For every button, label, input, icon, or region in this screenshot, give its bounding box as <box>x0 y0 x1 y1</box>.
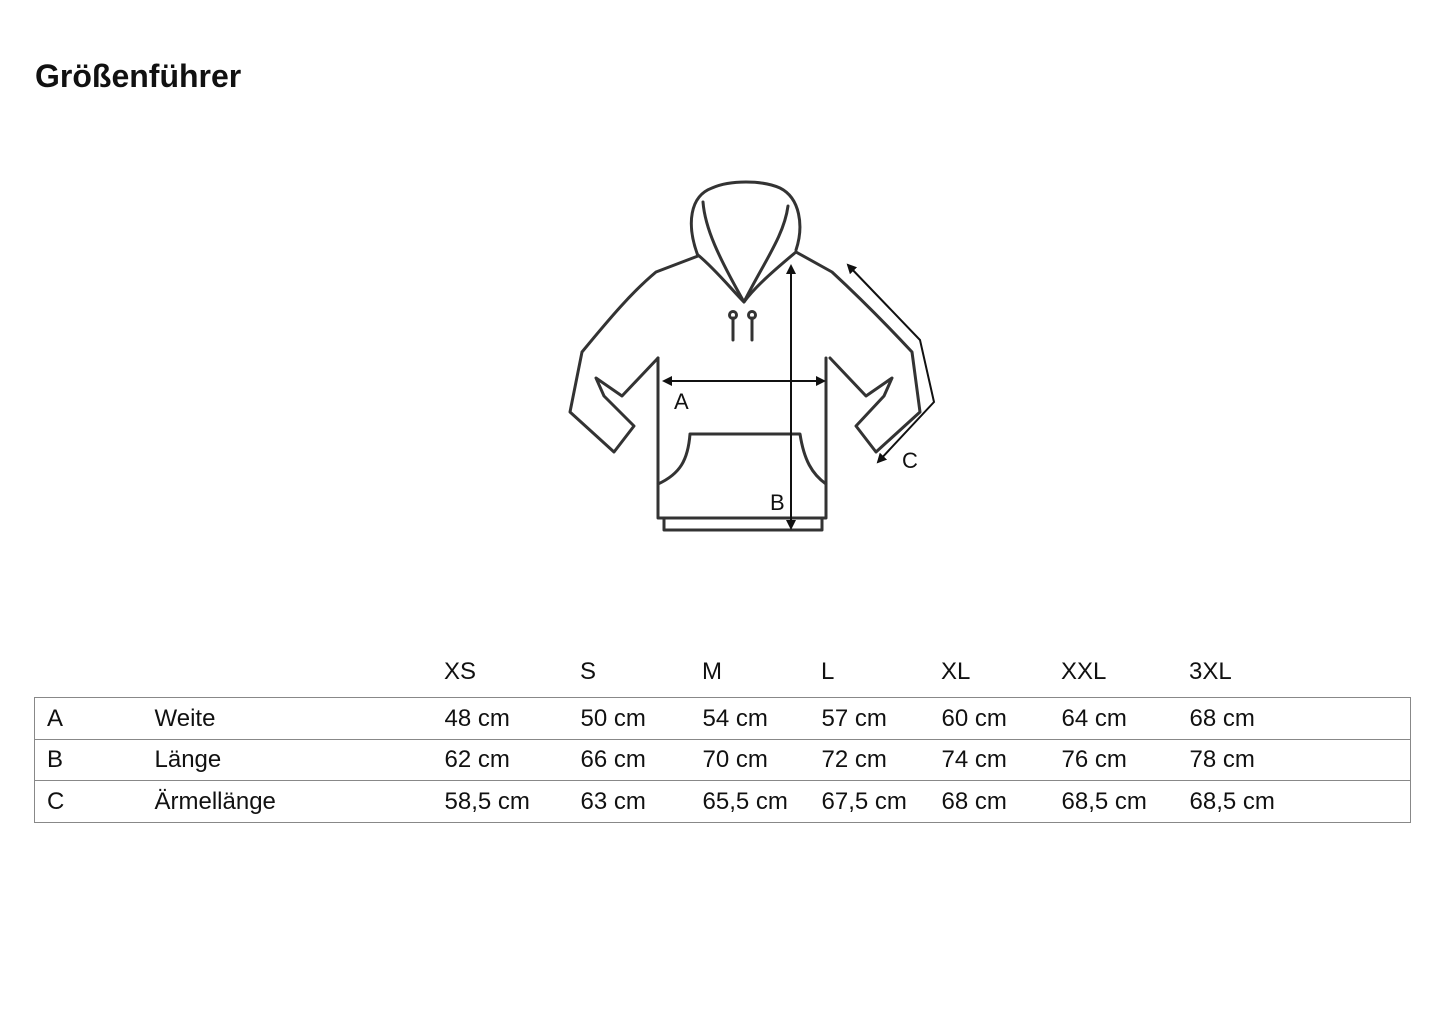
table-cell: 67,5 cm <box>821 787 907 815</box>
size-header-xxl: XXL <box>1061 658 1107 685</box>
label-b: B <box>770 490 785 515</box>
table-row <box>35 740 1411 781</box>
table-cell: 68,5 cm <box>1061 787 1147 815</box>
label-c: C <box>902 448 918 473</box>
right-sleeve <box>796 252 920 452</box>
row-name: Weite <box>154 704 216 732</box>
table-cell: 64 cm <box>1061 704 1127 732</box>
table-cell: 65,5 cm <box>702 787 788 815</box>
page-title: Größenführer <box>35 58 242 94</box>
hoodie-illustration <box>560 175 950 545</box>
table-cell: 50 cm <box>580 704 646 732</box>
table-cell: 63 cm <box>580 787 646 815</box>
row-name: Ärmellänge <box>154 787 276 815</box>
table-cell: 70 cm <box>702 746 768 773</box>
size-header-s: S <box>580 658 597 685</box>
row-code: C <box>47 787 65 815</box>
table-cell: 57 cm <box>821 704 887 732</box>
row-name: Länge <box>154 746 222 773</box>
size-header-3xl: 3XL <box>1189 658 1232 685</box>
hood-outline <box>691 182 800 256</box>
table-row <box>35 781 1411 823</box>
size-header-xl: XL <box>941 658 971 685</box>
table-cell: 76 cm <box>1061 746 1127 773</box>
size-header-xs: XS <box>444 658 477 685</box>
table-cell: 72 cm <box>821 746 887 773</box>
kangaroo-pocket <box>658 434 826 484</box>
size-header-m: M <box>702 658 722 685</box>
table-cell: 54 cm <box>702 704 768 732</box>
size-table <box>34 697 1411 823</box>
table-cell: 68 cm <box>1189 704 1255 732</box>
table-cell: 74 cm <box>941 746 1007 773</box>
table-cell: 62 cm <box>444 746 510 773</box>
hem-band <box>664 518 822 530</box>
row-code: A <box>47 704 64 732</box>
table-row <box>35 698 1411 740</box>
table-cell: 66 cm <box>580 746 646 773</box>
table-cell: 78 cm <box>1189 746 1255 773</box>
size-header-l: L <box>821 658 835 685</box>
hoodie-diagram <box>560 175 950 545</box>
drawstrings <box>733 318 752 340</box>
table-cell: 58,5 cm <box>444 787 530 815</box>
label-a: A <box>674 389 689 414</box>
hood-inner <box>703 202 788 302</box>
row-code: B <box>47 746 64 773</box>
table-cell: 68 cm <box>941 787 1007 815</box>
table-cell: 48 cm <box>444 704 510 732</box>
table-cell: 68,5 cm <box>1189 787 1275 815</box>
left-sleeve <box>570 256 698 452</box>
table-cell: 60 cm <box>941 704 1007 732</box>
